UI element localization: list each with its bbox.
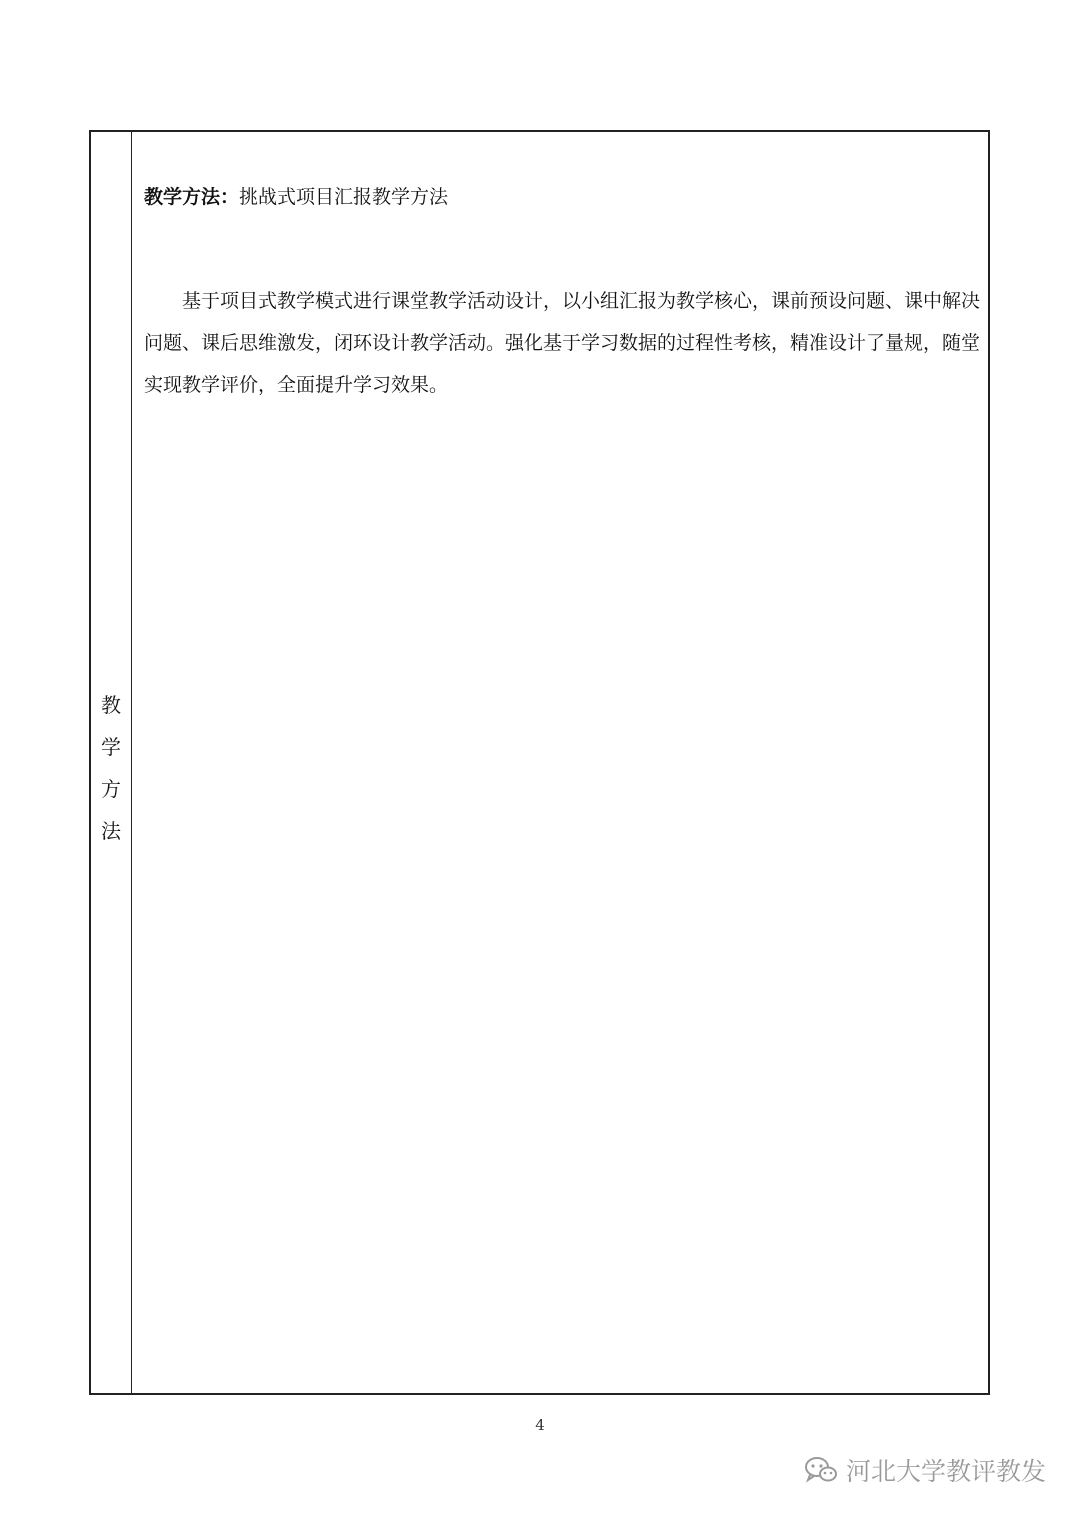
row-label: [91, 684, 131, 852]
wechat-icon: [804, 1456, 838, 1484]
page-number: 4: [535, 1416, 545, 1434]
row-label-char: 教: [101, 693, 121, 717]
method-line: [144, 184, 448, 210]
row-label-char: 法: [101, 819, 121, 843]
method-key: 教学方法：: [144, 186, 240, 208]
watermark-text: 河北大学教评教发: [845, 1457, 1046, 1486]
form-table: [89, 130, 990, 1395]
watermark: [804, 1452, 1046, 1488]
body-paragraph: 基于项目式教学模式进行课堂教学活动设计，以小组汇报为教学核心，课前预设问题、课中解决问题、课后思维激发，闭环设计教学活动。强化基于学习数据的过程性考核，精准设计了量规，随堂实现教学评价，全面提升学习效果。: [144, 290, 981, 396]
method-value: 挑战式项目汇报教学方法: [239, 186, 449, 208]
row-label-char: 学: [101, 735, 121, 759]
row-label-char: 方: [101, 777, 121, 801]
row-label-cell: [91, 132, 132, 1393]
content-cell: [132, 132, 988, 1393]
